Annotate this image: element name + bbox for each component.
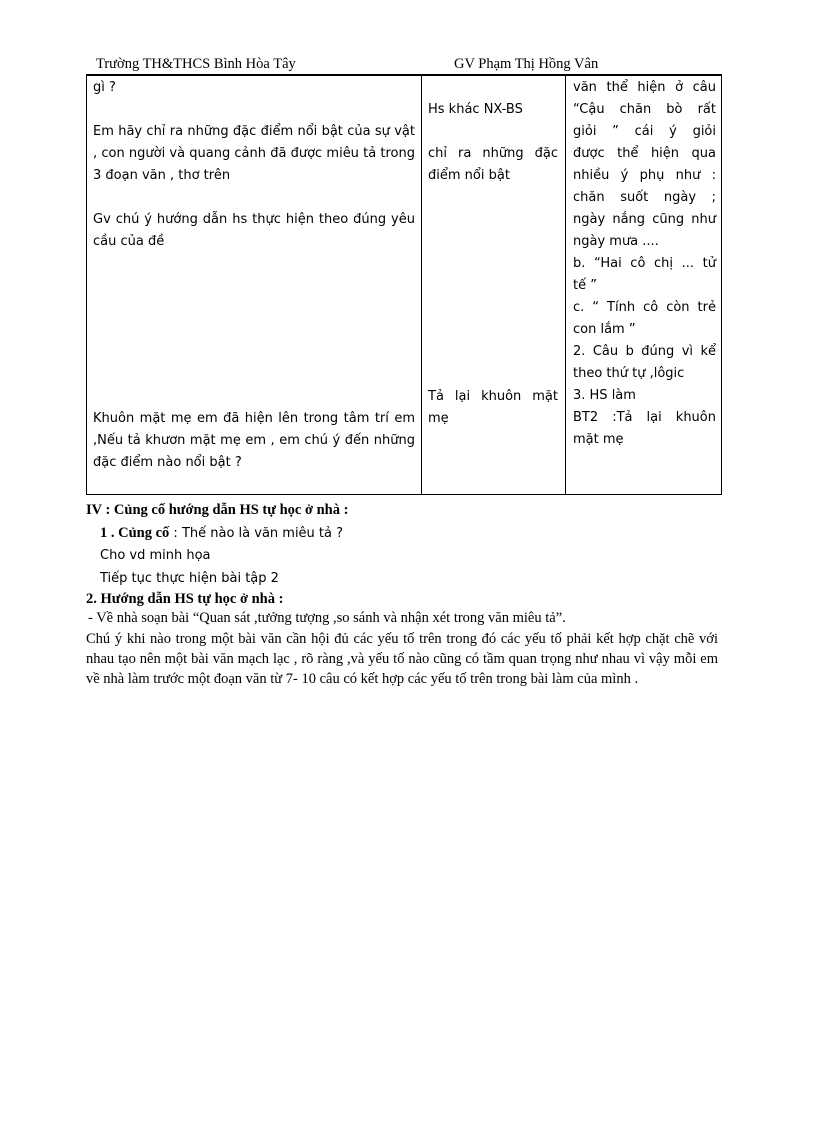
student-activity-column: [428, 75, 558, 494]
instruction-line: Cho vd minh họa: [100, 548, 211, 563]
cell-text: Khuôn mặt mẹ em đã hiện lên trong tâm trí em ,Nếu tả khươn mặt mẹ em , em chú ý đến những đặc điểm nào nổi bật ?: [93, 411, 415, 470]
lesson-table: [86, 74, 722, 495]
cell-line: 3. HS làm: [573, 388, 636, 403]
cell-line: văn thể hiện ở câu: [573, 80, 716, 95]
content-column: [573, 75, 716, 494]
cell-line: giỏi ” cái ý giỏi: [573, 124, 716, 139]
cell-text: chỉ ra những đặc điểm nổi bật: [428, 146, 558, 183]
instruction-line: Tiếp tục thực hiện bài tập 2: [100, 571, 279, 586]
cell-line: 2. Câu b đúng vì kể: [573, 344, 716, 359]
guide-line: - Về nhà soạn bài “Quan sát ,tưởng tượng ,so sánh và nhận xét trong văn miêu tả”.: [88, 610, 566, 626]
cell-line: chăn suốt ngày ;: [573, 190, 716, 205]
cell-line: ngày nắng cũng như: [573, 212, 716, 227]
cell-text: Hs khác NX-BS: [428, 102, 523, 117]
cell-line: tế ”: [573, 278, 597, 293]
cell-line: BT2 :Tả lại khuôn: [573, 410, 716, 425]
cell-line: c. “ Tính cô còn trẻ: [573, 300, 716, 315]
teacher-name: GV Phạm Thị Hồng Vân: [454, 56, 599, 72]
cell-line: “Cậu chăn bò rất: [573, 102, 716, 117]
guide-title: 2. Hướng dẫn HS tự học ở nhà :: [86, 591, 284, 607]
cell-text: Tả lại khuôn mặt mẹ: [428, 389, 558, 426]
cell-line: b. “Hai cô chị ... tử: [573, 256, 716, 271]
cell-text: gì ?: [93, 80, 116, 95]
school-name: Trường TH&THCS Bình Hòa Tây: [96, 56, 296, 72]
consolidate-line: [100, 525, 740, 542]
teacher-activity-column: [93, 75, 415, 494]
cell-line: nhiều ý phụ như :: [573, 168, 716, 183]
consolidate-text: : Thế nào là văn miêu tả ?: [169, 526, 344, 541]
cell-line: theo thứ tự ,lôgic: [573, 366, 685, 381]
section-title: IV : Củng cố hướng dẫn HS tự học ở nhà :: [86, 502, 349, 518]
cell-line: mặt mẹ: [573, 432, 624, 447]
cell-text: Em hãy chỉ ra những đặc điểm nổi bật của sự vật , con người và quang cảnh đã được miêu tả trong 3 đoạn văn , thơ trên: [93, 124, 415, 183]
cell-text: Gv chú ý hướng dẫn hs thực hiện theo đúng yêu cầu của đề: [93, 212, 415, 249]
cell-line: ngày mưa ....: [573, 234, 659, 249]
cell-line: con lắm ”: [573, 322, 636, 337]
column-divider: [565, 75, 566, 494]
guide-paragraph: Chú ý khi nào trong một bài văn cần hội đủ các yếu tố trên trong đó các yếu tố phải kết hợp chặt chẽ với nhau tạo nên một bài văn mạch lạc , rõ ràng ,và yếu tố nào cũng có tầm quan trọng như nhau vì vậy mỗi em về nhà làm trước một đoạn văn từ 7- 10 câu có kết hợp các yếu tố trên trong bài làm của mình .: [86, 631, 718, 687]
column-divider: [421, 75, 422, 494]
cell-line: được thể hiện qua: [573, 146, 716, 161]
consolidate-label: 1 . Củng cố: [100, 525, 170, 541]
page-header: [86, 55, 722, 76]
